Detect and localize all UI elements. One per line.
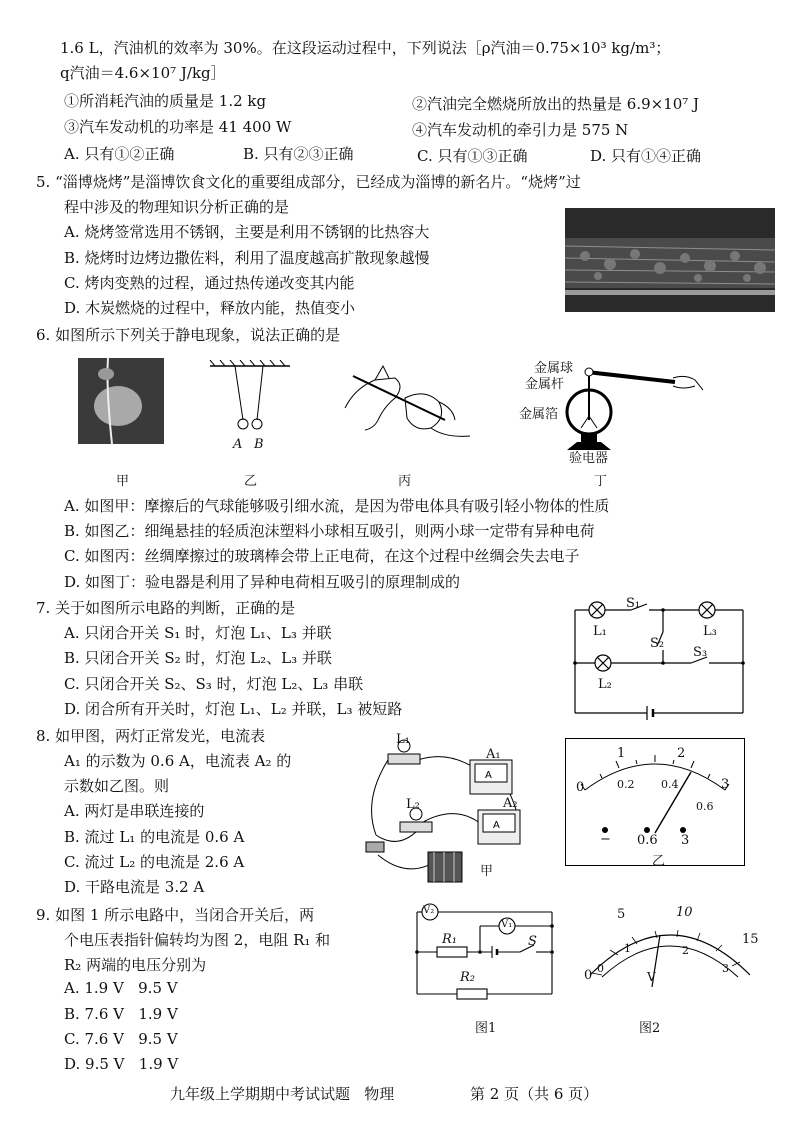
q8-scale-top-3: 3 [721, 777, 730, 792]
q8-terminal-minus: − [600, 832, 611, 847]
q8-figure-jia-circuit [358, 730, 548, 890]
q8-label-a2: A₂ [503, 796, 518, 811]
q7-label-l1: L₁ [593, 624, 607, 639]
q5-option-a: A. 烧烤签常选用不锈钢，主要是利用不锈钢的比热容大 [64, 223, 430, 241]
q7-label-s3: S₃ [693, 645, 708, 660]
q4-option-d: D. 只有①④正确 [590, 147, 702, 165]
q6-figure-ding-electroscope [555, 350, 705, 460]
q9-scale-inner-3: 3 [722, 962, 729, 975]
q6-figure-bing-rubbing-rod [335, 358, 475, 453]
q6-label-metal-rod: 金属杆 [525, 377, 565, 392]
svg-text:A: A [485, 770, 492, 781]
q8-option-b: B. 流过 L₁ 的电流是 0.6 A [64, 828, 245, 846]
q6-label-metal-foil: 金属箔 [519, 407, 559, 422]
q7-option-a: A. 只闭合开关 S₁ 时，灯泡 L₁、L₃ 并联 [64, 624, 332, 642]
q9-stem-2: 个电压表指针偏转均为图 2，电阻 R₁ 和 [64, 931, 331, 949]
q9-label-r2: R₂ [460, 970, 475, 985]
q6-label-metal-ball: 金属球 [534, 361, 574, 376]
q9-option-a: A. 1.9 V 9.5 V [64, 979, 178, 997]
q9-stem-3: R₂ 两端的电压分别为 [64, 956, 207, 974]
q5-stem-1: 5. “淄博烧烤”是淄博饮食文化的重要组成部分，已经成为淄博的新名片。“烧烤”过 [36, 173, 581, 191]
q7-option-d: D. 闭合所有开关时，灯泡 L₁、L₂ 并联，L₃ 被短路 [64, 700, 403, 718]
q5-option-b: B. 烧烤时边烤边撒佐料，利用了温度越高扩散现象越慢 [64, 249, 430, 267]
q6-caption-bing: 丙 [398, 474, 412, 489]
q4-option-a: A. 只有①②正确 [64, 145, 175, 163]
q8-label-l1: L₁ [396, 732, 410, 747]
q9-caption-fig2: 图2 [639, 1021, 661, 1036]
q8-scale-top-0: 0 [576, 780, 585, 795]
q8-stem-2: A₁ 的示数为 0.6 A，电流表 A₂ 的 [64, 752, 292, 770]
q7-label-s2: S₂ [650, 636, 665, 651]
q5-option-c: C. 烤肉变熟的过程，通过热传递改变其内能 [64, 274, 355, 292]
q8-stem-1: 8. 如甲图，两灯正常发光，电流表 [36, 727, 266, 745]
q9-option-d: D. 9.5 V 1.9 V [64, 1055, 179, 1073]
q9-label-s: S [528, 934, 537, 949]
q9-scale-outer-15: 15 [742, 932, 759, 947]
q6-ball-label-b: B [254, 437, 264, 452]
q6-figure-yi-hanging-balls [205, 360, 295, 450]
q6-label-electroscope: 验电器 [569, 451, 609, 466]
q8-caption-jia: 甲 [480, 864, 494, 879]
q8-terminal-06: 0.6 [637, 833, 658, 848]
q8-option-a: A. 两灯是串联连接的 [64, 802, 205, 820]
q8-scale-bot-04: 0.4 [661, 778, 679, 791]
q9-stem-1: 9. 如图 1 所示电路中，当闭合开关后，两 [36, 906, 315, 924]
q7-option-c: C. 只闭合开关 S₂、S₃ 时，灯泡 L₂、L₃ 串联 [64, 675, 364, 693]
svg-text:A: A [493, 820, 500, 831]
q4-option-c: C. 只有①③正确 [417, 147, 528, 165]
q9-scale-inner-0: 0 [597, 962, 604, 975]
q9-figure-1-circuit [412, 900, 562, 1000]
q6-option-c: C. 如图丙：丝绸摩擦过的玻璃棒会带上正电荷，在这个过程中丝绸会失去电子 [64, 547, 580, 565]
q8-scale-top-2: 2 [677, 746, 686, 761]
q6-caption-jia: 甲 [116, 474, 130, 489]
q6-caption-yi: 乙 [244, 474, 258, 489]
footer-page-number: 第 2 页（共 6 页） [470, 1085, 599, 1103]
q8-stem-3: 示数如乙图。则 [64, 777, 170, 795]
q9-label-v2: V₂ [423, 905, 435, 916]
q4-statement-4: ④汽车发动机的牵引力是 575 N [412, 121, 629, 139]
q7-stem: 7. 关于如图所示电路的判断，正确的是 [36, 599, 296, 617]
q6-figure-jia-balloon-photo [78, 358, 164, 444]
q8-label-a1: A₁ [486, 747, 501, 762]
q8-scale-top-1: 1 [617, 746, 626, 761]
q7-label-s1: S₁ [626, 596, 641, 611]
q9-scale-outer-10: 10 [676, 905, 693, 920]
q5-option-d: D. 木炭燃烧的过程中，释放内能，热值变小 [64, 299, 356, 317]
q9-figure-2-voltmeter-dial [570, 905, 770, 995]
q8-option-c: C. 流过 L₂ 的电流是 2.6 A [64, 853, 245, 871]
q6-option-a: A. 如图甲：摩擦后的气球能够吸引细水流，是因为带电体具有吸引轻小物体的性质 [64, 497, 610, 515]
q7-circuit-diagram [565, 598, 755, 723]
q8-caption-yi: 乙 [652, 854, 666, 869]
q9-scale-inner-2: 2 [682, 944, 689, 957]
q7-label-l3: L₃ [703, 624, 717, 639]
q9-scale-inner-1: 1 [624, 942, 631, 955]
footer-title: 九年级上学期期中考试试题 物理 [170, 1085, 395, 1103]
q7-label-l2: L₂ [598, 677, 612, 692]
q5-barbecue-photo [565, 208, 775, 312]
q6-caption-ding: 丁 [594, 474, 608, 489]
q6-option-d: D. 如图丁：验电器是利用了异种电荷相互吸引的原理制成的 [64, 573, 461, 591]
q6-stem: 6. 如图所示下列关于静电现象，说法正确的是 [36, 326, 341, 344]
q9-scale-outer-5: 5 [617, 907, 626, 922]
q9-caption-fig1: 图1 [475, 1021, 497, 1036]
q4-option-b: B. 只有②③正确 [243, 145, 354, 163]
q4-statement-1: ①所消耗汽油的质量是 1.2 kg [64, 92, 267, 110]
q4-statement-3: ③汽车发动机的功率是 41 400 W [64, 118, 292, 136]
q9-label-v1: V₁ [501, 919, 513, 930]
q6-ball-label-a: A [233, 437, 243, 452]
q6-option-b: B. 如图乙：细绳悬挂的轻质泡沫塑料小球相互吸引，则两小球一定带有异种电荷 [64, 522, 595, 540]
q8-scale-bot-02: 0.2 [617, 778, 635, 791]
q4-statement-2: ②汽油完全燃烧所放出的热量是 6.9×10⁷ J [412, 95, 700, 113]
q8-option-d: D. 干路电流是 3.2 A [64, 878, 205, 896]
q9-unit-v: V [647, 970, 656, 984]
q8-label-l2: L₂ [406, 797, 420, 812]
q7-option-b: B. 只闭合开关 S₂ 时，灯泡 L₂、L₃ 并联 [64, 649, 332, 667]
q4-line1: 1.6 L，汽油机的效率为 30%。在这段运动过程中，下列说法［ρ汽油＝0.75×10³ kg/m³； [60, 39, 671, 57]
q8-terminal-3: 3 [681, 833, 690, 848]
q9-scale-outer-0: 0 [584, 968, 593, 983]
q4-line2: q汽油＝4.6×10⁷ J/kg］ [60, 64, 226, 82]
q8-scale-bot-06: 0.6 [696, 800, 714, 813]
q9-option-b: B. 7.6 V 1.9 V [64, 1005, 178, 1023]
q9-option-c: C. 7.6 V 9.5 V [64, 1030, 178, 1048]
q5-stem-2: 程中涉及的物理知识分析正确的是 [64, 198, 290, 216]
q9-label-r1: R₁ [442, 932, 457, 947]
